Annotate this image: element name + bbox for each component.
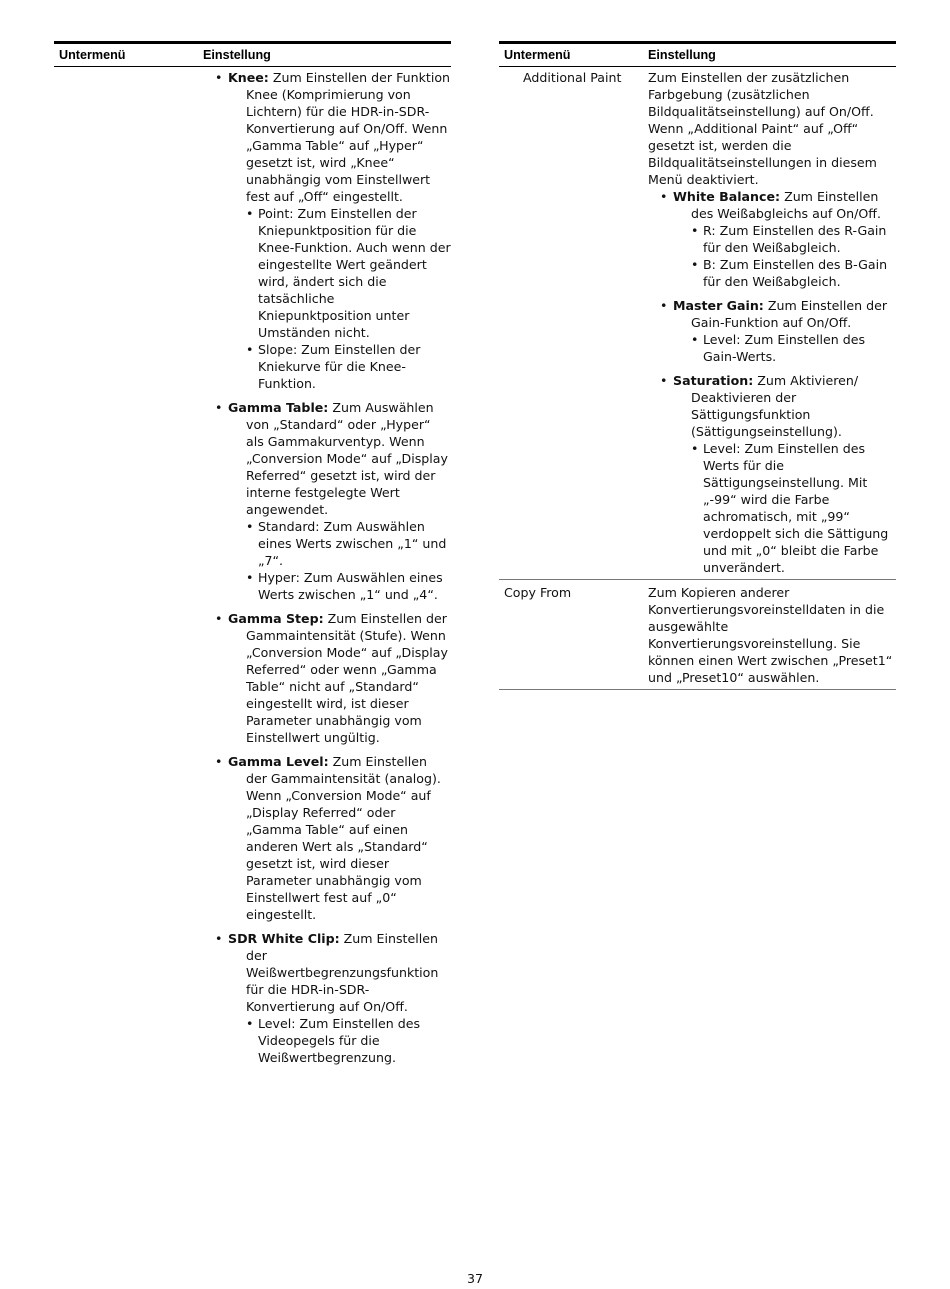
setting-list: [203, 69, 451, 1066]
setting-intro: Zum Einstellen der zusätzlichen Farbgebung (zusätzlichen Bildqualitätseinstellung) auf On/Off. Wenn „Additional Paint“ auf „Off“ gesetzt ist, werden die Bildqualitätseinstellungen in diesem Menü deaktiviert.: [648, 70, 877, 187]
item-text: Zum Aktivieren/ Deaktivieren der Sättigungsfunktion (Sättigungseinstellung).: [691, 373, 859, 439]
sub-item: • R: Zum Einstellen des R-Gain für den Weißabgleich.: [691, 223, 887, 255]
sub-list: [246, 205, 451, 392]
sub-item: • Level: Zum Einstellen des Videopegels für die Weißwertbegrenzung.: [246, 1016, 421, 1065]
item-label: Gamma Table:: [228, 400, 329, 415]
sub-list: [691, 331, 896, 365]
sub-list: [246, 518, 451, 603]
item-text: Zum Auswählen von „Standard“ oder „Hyper“ als Gammakurventyp. Wenn „Conversion Mode“ auf „Display Referred“ gesetzt ist, wird der interne festgelegte Wert angewendet.: [246, 400, 448, 517]
item-label: White Balance:: [673, 189, 781, 204]
list-item-saturation: • Saturation: Zum Aktivieren/ Deaktivieren der Sättigungsfunktion (Sättigungseinstellung). • Level: Zum Einstellen des Werts für die Sättigungseinstellung. Mit „-99“ wird die Farbe achromatisch, mit „99“ verdoppelt sich die Sättigung und mit „0“ bleibt die Farbe unverändert.: [648, 372, 896, 576]
sub-item: • Slope: Zum Einstellen der Kniekurve für die Knee-Funktion.: [246, 342, 421, 391]
table-header: [54, 41, 451, 67]
item-text: Zum Einstellen der Gain-Funktion auf On/Off.: [691, 298, 888, 330]
right-table: [499, 41, 896, 690]
sub-item: • Level: Zum Einstellen des Werts für die Sättigungseinstellung. Mit „-99“ wird die Farbe achromatisch, mit „99“ verdoppelt sich die Sättigung und mit „0“ bleibt die Farbe unverändert.: [691, 441, 889, 575]
item-label: Gamma Step:: [228, 611, 324, 626]
setting-cell: Zum Kopieren anderer Konvertierungsvoreinstelldaten in die ausgewählte Konvertierungsvoreinstellung. Sie können einen Wert zwischen „Preset1“ und „Preset10“ auswählen.: [648, 585, 893, 685]
sub-item: • Level: Zum Einstellen des Gain-Werts.: [691, 332, 866, 364]
table-row: [499, 580, 896, 690]
header-submenu: Untermenü: [504, 47, 571, 62]
table-row: [499, 67, 896, 580]
table-row: [54, 67, 451, 1076]
sub-item: • B: Zum Einstellen des B-Gain für den Weißabgleich.: [691, 257, 888, 289]
list-item-gamma-table: • Gamma Table: Zum Auswählen von „Standard“ oder „Hyper“ als Gammakurventyp. Wenn „Conversion Mode“ auf „Display Referred“ gesetzt ist, wird der interne festgelegte Wert angewendet. • Standard: Zum Auswählen eines Werts zwischen „1“ und „7“. • Hyper: Zum Auswählen eines Werts zwischen „1“ und „4“.: [203, 399, 451, 603]
sub-item: • Point: Zum Einstellen der Kniepunktposition für die Knee-Funktion. Auch wenn der eingestellte Wert geändert wird, ändert sich die tatsächliche Kniepunktposition unter Umständen nicht.: [246, 206, 451, 340]
item-label: Master Gain:: [673, 298, 764, 313]
list-item-knee: • Knee: Zum Einstellen der Funktion Knee (Komprimierung von Lichtern) für die HDR-in-SDR-Konvertierung auf On/Off. Wenn „Gamma Table“ auf „Hyper“ gesetzt ist, wird „Knee“ unabhängig vom Einstellwert fest auf „Off“ eingestellt. • Point: Zum Einstellen der Kniepunktposition für die Knee-Funktion. Auch wenn der eingestellte Wert geändert wird, ändert sich die tatsächliche Kniepunktposition unter Umständen nicht. • Slope: Zum Einstellen der Kniekurve für die Knee-Funktion.: [215, 70, 451, 391]
item-text: Zum Einstellen der Funktion Knee (Komprimierung von Lichtern) für die HDR-in-SDR-Konvertierung auf On/Off. Wenn „Gamma Table“ auf „Hyper“ gesetzt ist, wird „Knee“ unabhängig vom Einstellwert fest auf „Off“ eingestellt.: [246, 70, 451, 204]
sub-list: [246, 1015, 451, 1066]
submenu-cell: [54, 69, 198, 1073]
setting-cell: [643, 69, 896, 576]
item-label: SDR White Clip:: [228, 931, 340, 946]
list-item-gamma-level: • Gamma Level: Zum Einstellen der Gammaintensität (analog). Wenn „Conversion Mode“ auf „Display Referred“ oder „Gamma Table“ auf einen anderen Wert als „Standard“ gesetzt ist, wird dieser Parameter unabhängig vom Einstellwert fest auf „0“ eingestellt.: [215, 754, 441, 922]
page-number: 37: [466, 1271, 484, 1286]
sub-list: [691, 440, 896, 576]
submenu-cell: Additional Paint: [523, 70, 622, 85]
item-text: Zum Einstellen des Weißabgleichs auf On/Off.: [691, 189, 881, 221]
table-header: [499, 41, 896, 67]
item-text: Zum Einstellen der Gammaintensität (Stufe). Wenn „Conversion Mode“ auf „Display Referred“ oder wenn „Gamma Table“ nicht auf „Standard“ eingestellt wird, ist dieser Parameter unabhängig vom Einstellwert ungültig.: [246, 611, 448, 745]
header-setting: Einstellung: [648, 47, 716, 62]
list-item-gamma-step: • Gamma Step: Zum Einstellen der Gammaintensität (Stufe). Wenn „Conversion Mode“ auf „Display Referred“ oder wenn „Gamma Table“ nicht auf „Standard“ eingestellt wird, ist dieser Parameter unabhängig vom Einstellwert ungültig.: [215, 611, 448, 745]
setting-cell: [198, 69, 451, 1073]
item-text: Zum Einstellen der Gammaintensität (analog). Wenn „Conversion Mode“ auf „Display Referred“ oder „Gamma Table“ auf einen anderen Wert als „Standard“ gesetzt ist, wird dieser Parameter unabhängig vom Einstellwert fest auf „0“ eingestellt.: [246, 754, 441, 922]
left-table: [54, 41, 451, 1076]
list-item-sdr-white-clip: • SDR White Clip: Zum Einstellen der Weißwertbegrenzungsfunktion für die HDR-in-SDR-Konvertierung auf On/Off. • Level: Zum Einstellen des Videopegels für die Weißwertbegrenzung.: [203, 930, 451, 1066]
sub-list: [691, 222, 896, 290]
item-label: Saturation:: [673, 373, 754, 388]
header-setting: Einstellung: [203, 47, 271, 62]
item-label: Knee:: [228, 70, 269, 85]
sub-item: • Hyper: Zum Auswählen eines Werts zwischen „1“ und „4“.: [246, 570, 443, 602]
item-text: Zum Einstellen der Weißwertbegrenzungsfunktion für die HDR-in-SDR-Konvertierung auf On/Off.: [246, 931, 439, 1014]
header-submenu: Untermenü: [59, 47, 126, 62]
setting-list: [648, 188, 896, 576]
list-item-master-gain: • Master Gain: Zum Einstellen der Gain-Funktion auf On/Off. • Level: Zum Einstellen des Gain-Werts.: [648, 297, 896, 365]
submenu-cell: Copy From: [504, 585, 572, 600]
list-item-white-balance: • White Balance: Zum Einstellen des Weißabgleichs auf On/Off. • R: Zum Einstellen des R-Gain für den Weißabgleich. • B: Zum Einstellen des B-Gain für den Weißabgleich.: [648, 188, 896, 290]
item-label: Gamma Level:: [228, 754, 329, 769]
sub-item: • Standard: Zum Auswählen eines Werts zwischen „1“ und „7“.: [246, 519, 447, 568]
